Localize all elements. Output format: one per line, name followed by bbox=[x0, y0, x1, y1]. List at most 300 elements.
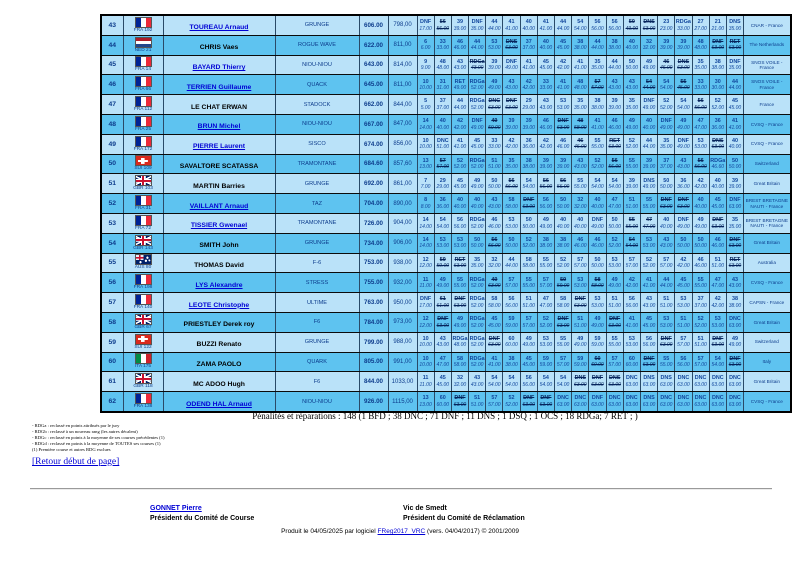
race-place: 53 bbox=[560, 98, 567, 105]
race-score-cell bbox=[486, 233, 503, 253]
race-score-cell bbox=[606, 253, 623, 273]
race-score-cell bbox=[469, 372, 486, 392]
race-points: 35.00 bbox=[470, 25, 484, 32]
race-place: DNF bbox=[471, 19, 483, 26]
footnote-rdga: - RDGa : reclassé en points attribués par le jury bbox=[32, 423, 120, 428]
race-score-cell bbox=[675, 114, 692, 134]
skipper-name[interactable]: TERRIEN Guillaume bbox=[186, 83, 252, 91]
race-points: 63.00 bbox=[711, 342, 725, 349]
rank-cell: 54 bbox=[101, 233, 123, 253]
race-place: 38 bbox=[525, 157, 532, 164]
race-score-cell bbox=[503, 15, 520, 35]
race-place: 39 bbox=[663, 38, 670, 45]
sail-number: FRA 140 bbox=[133, 305, 153, 311]
race-place: 8 bbox=[424, 197, 428, 204]
skipper-name[interactable]: TOUREAU Arnaud bbox=[189, 24, 249, 32]
race-place: RDGa bbox=[469, 296, 485, 303]
race-score-cell bbox=[606, 392, 623, 412]
race-place: DNC bbox=[677, 375, 690, 382]
race-score-cell bbox=[486, 134, 503, 154]
race-score-cell bbox=[417, 15, 434, 35]
race-place: 43 bbox=[663, 236, 670, 243]
race-points: 63.00 bbox=[659, 401, 673, 408]
race-points: 45.00 bbox=[642, 322, 656, 329]
sail-number: GBR 67 bbox=[134, 324, 152, 330]
race-points: 56.00 bbox=[556, 184, 570, 191]
race-place: 43 bbox=[508, 78, 515, 85]
race-points: 39.00 bbox=[556, 164, 570, 171]
boat-name: QUARK bbox=[275, 352, 359, 372]
gross-points: 906,00 bbox=[388, 233, 417, 253]
race-points: 42.00 bbox=[625, 283, 639, 289]
race-points: 44.00 bbox=[488, 25, 501, 32]
skipper-name[interactable]: LYS Alexandre bbox=[195, 281, 243, 289]
skipper-name[interactable]: VAILLANT Arnaud bbox=[189, 202, 249, 210]
race-score-cell bbox=[589, 154, 606, 174]
race-place: 54 bbox=[646, 78, 653, 85]
race-points: 52.00 bbox=[470, 342, 484, 349]
race-points: 52.00 bbox=[591, 164, 604, 171]
flag-cell bbox=[123, 75, 163, 95]
club-country: CVSQ - France bbox=[744, 134, 791, 154]
race-score-cell bbox=[486, 35, 503, 55]
race-points: 39.00 bbox=[453, 25, 467, 32]
race-points: 44.00 bbox=[728, 85, 742, 92]
race-points: 53.00 bbox=[642, 243, 656, 250]
skipper-name[interactable]: PIERRE Laurent bbox=[192, 143, 246, 151]
race-score-cell bbox=[451, 134, 468, 154]
race-points: 54.00 bbox=[505, 381, 518, 388]
race-place: 49 bbox=[491, 78, 498, 85]
race-place: 56 bbox=[611, 19, 618, 26]
race-place: RET bbox=[454, 78, 466, 85]
skipper-cell bbox=[163, 312, 275, 332]
race-score-cell bbox=[623, 35, 640, 55]
race-points: 51.00 bbox=[522, 302, 535, 309]
race-place: RDGa bbox=[469, 157, 485, 164]
race-place: 35 bbox=[594, 58, 601, 65]
race-score-cell bbox=[640, 312, 657, 332]
race-points: 40.00 bbox=[522, 25, 535, 32]
race-points: 52.00 bbox=[505, 401, 518, 408]
race-score-cell bbox=[555, 293, 572, 313]
race-points: 49.00 bbox=[677, 124, 690, 131]
rank-cell: 43 bbox=[101, 15, 123, 35]
race-score-cell bbox=[606, 233, 623, 253]
race-points: 63.00 bbox=[488, 104, 501, 111]
race-points: 39.00 bbox=[608, 104, 621, 111]
race-points: 50.00 bbox=[677, 243, 690, 250]
race-score-cell bbox=[469, 213, 486, 233]
race-place: 33 bbox=[439, 38, 446, 45]
race-points: 39.00 bbox=[625, 184, 639, 191]
race-score-cell bbox=[451, 194, 468, 214]
race-score-cell bbox=[451, 372, 468, 392]
boat-name: TAZ bbox=[275, 194, 359, 214]
race-points: 39.00 bbox=[659, 45, 673, 52]
sail-number: AUS 80 bbox=[134, 265, 152, 271]
skipper-name[interactable]: TISSIER Gwenael bbox=[190, 222, 248, 230]
race-place: 46 bbox=[594, 236, 601, 243]
race-score-cell bbox=[675, 75, 692, 95]
skipper-cell bbox=[163, 372, 275, 392]
race-place: 45 bbox=[456, 177, 463, 184]
race-points: 37.00 bbox=[659, 164, 673, 171]
race-points: 63.00 bbox=[608, 144, 621, 151]
race-place: 55 bbox=[663, 355, 670, 362]
race-points: 39.00 bbox=[539, 164, 553, 171]
race-score-cell bbox=[640, 35, 657, 55]
race-place: 37 bbox=[439, 98, 446, 105]
net-points: 692.00 bbox=[359, 174, 388, 194]
race-score-cell bbox=[726, 35, 743, 55]
table-row bbox=[101, 154, 791, 174]
race-points: 49.00 bbox=[453, 85, 467, 92]
country-flag-icon bbox=[136, 374, 151, 383]
race-place: 40 bbox=[663, 217, 670, 224]
race-points: 54.00 bbox=[574, 25, 587, 32]
race-points: 40.00 bbox=[539, 45, 553, 52]
flag-cell bbox=[123, 352, 163, 372]
race-points: 50.00 bbox=[694, 243, 707, 250]
skipper-name[interactable]: LEOTE Christophe bbox=[188, 301, 250, 309]
skipper-cell bbox=[163, 213, 275, 233]
country-flag-icon bbox=[136, 295, 151, 304]
race-points: 10.00 bbox=[419, 85, 432, 92]
race-score-cell bbox=[623, 293, 640, 313]
race-score-cell bbox=[434, 194, 451, 214]
race-place: 39 bbox=[491, 58, 498, 65]
race-score-cell bbox=[520, 75, 537, 95]
race-points: 63.00 bbox=[659, 342, 673, 349]
race-place: DNF bbox=[609, 316, 621, 323]
race-place: 50 bbox=[525, 217, 532, 224]
race-place: RET bbox=[609, 137, 621, 144]
race-place: 39 bbox=[542, 157, 549, 164]
race-points: 52.00 bbox=[659, 104, 673, 111]
race-score-cell bbox=[572, 15, 589, 35]
race-place: 57 bbox=[680, 335, 687, 342]
race-points: 10.00 bbox=[419, 362, 432, 369]
gross-points: 938,00 bbox=[388, 253, 417, 273]
race-place: 33 bbox=[697, 78, 704, 85]
sail-number: FRA 138 bbox=[133, 404, 153, 410]
race-place: 53 bbox=[697, 137, 704, 144]
race-points: 54.00 bbox=[539, 381, 553, 388]
race-score-cell bbox=[606, 352, 623, 372]
race-points: 63.00 bbox=[642, 401, 656, 408]
race-score-cell bbox=[434, 114, 451, 134]
race-score-cell bbox=[606, 273, 623, 293]
race-points: 49.00 bbox=[505, 65, 518, 72]
net-points: 799.00 bbox=[359, 332, 388, 352]
race-points: 56.00 bbox=[694, 104, 707, 111]
race-score-cell bbox=[434, 312, 451, 332]
sail-number: GBR 118 bbox=[133, 384, 153, 390]
race-points: 44.00 bbox=[556, 25, 570, 32]
club-country: Great Britain bbox=[744, 312, 791, 332]
boat-name: F6 bbox=[275, 372, 359, 392]
club-country: Switzerland bbox=[744, 154, 791, 174]
race-points: 51.00 bbox=[470, 401, 484, 408]
race-place: 60 bbox=[594, 355, 601, 362]
race-points: 43.00 bbox=[470, 381, 484, 388]
race-place: 37 bbox=[525, 38, 532, 45]
race-place: 46 bbox=[714, 236, 721, 243]
net-points: 784.00 bbox=[359, 312, 388, 332]
race-points: 38.00 bbox=[556, 243, 570, 250]
race-score-cell bbox=[537, 352, 554, 372]
race-place: 45 bbox=[646, 316, 653, 323]
flag-cell bbox=[123, 35, 163, 55]
race-score-cell bbox=[726, 233, 743, 253]
race-place: DNF bbox=[591, 217, 604, 224]
race-points: 30.00 bbox=[711, 85, 725, 92]
race-score-cell bbox=[623, 312, 640, 332]
race-points: 41.00 bbox=[505, 25, 518, 32]
race-points: 49.00 bbox=[642, 104, 656, 111]
race-score-cell bbox=[726, 352, 743, 372]
race-points: 53.00 bbox=[608, 263, 621, 270]
race-place: 55 bbox=[646, 197, 653, 204]
gross-points: 811,00 bbox=[388, 35, 417, 55]
race-points: 63.00 bbox=[677, 65, 690, 72]
race-score-cell bbox=[434, 134, 451, 154]
gross-points: 857,60 bbox=[388, 154, 417, 174]
race-place: 52 bbox=[525, 236, 532, 243]
race-place: 50 bbox=[663, 177, 670, 184]
race-points: 51.00 bbox=[677, 322, 690, 329]
sail-number: NED 21 bbox=[134, 47, 152, 53]
race-points: 53.00 bbox=[591, 302, 604, 309]
race-points: 63.00 bbox=[539, 401, 553, 408]
race-score-cell bbox=[417, 392, 434, 412]
boat-name: QUACK bbox=[275, 75, 359, 95]
skipper-cell bbox=[163, 273, 275, 293]
skipper-name[interactable]: ODEND HAL Arnaud bbox=[186, 400, 252, 408]
gross-points: 991,00 bbox=[388, 352, 417, 372]
race-points: 56.00 bbox=[677, 362, 690, 369]
race-place: RET bbox=[729, 256, 741, 263]
race-score-cell bbox=[451, 75, 468, 95]
race-score-cell bbox=[469, 194, 486, 214]
race-score-cell bbox=[726, 293, 743, 313]
race-score-cell bbox=[469, 95, 486, 115]
race-place: 49 bbox=[439, 276, 446, 283]
boat-name: GRUNGE bbox=[275, 233, 359, 253]
boat-name: TRAMONTANE bbox=[275, 213, 359, 233]
race-place: 40 bbox=[474, 197, 481, 204]
gross-points: 814,00 bbox=[388, 55, 417, 75]
club-country: France bbox=[744, 95, 791, 115]
race-place: DNF bbox=[643, 98, 655, 105]
race-points: 37.00 bbox=[522, 45, 535, 52]
rank-cell: 49 bbox=[101, 134, 123, 154]
race-score-cell bbox=[709, 273, 726, 293]
race-place: 45 bbox=[474, 137, 481, 144]
race-place: 58 bbox=[560, 296, 567, 303]
race-points: 32.00 bbox=[453, 381, 467, 388]
race-score-cell bbox=[451, 35, 468, 55]
race-place: 51 bbox=[628, 197, 635, 204]
race-place: 32 bbox=[577, 197, 584, 204]
race-score-cell bbox=[503, 273, 520, 293]
race-place: 45 bbox=[491, 316, 498, 323]
race-place: 45 bbox=[731, 98, 738, 105]
race-score-cell bbox=[572, 213, 589, 233]
boat-name: F6 bbox=[275, 312, 359, 332]
race-place: 56 bbox=[697, 157, 704, 164]
race-score-cell bbox=[623, 55, 640, 75]
race-points: 50.00 bbox=[608, 223, 621, 230]
race-score-cell bbox=[520, 273, 537, 293]
race-place: 27 bbox=[697, 19, 704, 26]
race-score-cell bbox=[692, 293, 709, 313]
race-points: 40.00 bbox=[436, 124, 450, 131]
gross-points: 844,00 bbox=[388, 95, 417, 115]
race-points: 27.00 bbox=[694, 25, 707, 32]
race-score-cell bbox=[606, 35, 623, 55]
race-points: 53.00 bbox=[625, 342, 639, 349]
race-score-cell bbox=[675, 194, 692, 214]
race-score-cell bbox=[692, 75, 709, 95]
race-place: 59 bbox=[508, 316, 515, 323]
country-flag-icon bbox=[136, 176, 151, 185]
race-score-cell bbox=[520, 154, 537, 174]
race-place: 41 bbox=[577, 58, 584, 65]
race-place: 43 bbox=[577, 157, 584, 164]
race-points: 35.00 bbox=[728, 65, 742, 72]
race-score-cell bbox=[606, 293, 623, 313]
race-points: 59.00 bbox=[539, 362, 553, 369]
race-points: 17.00 bbox=[419, 302, 432, 309]
race-place: 42 bbox=[680, 256, 687, 263]
race-score-cell bbox=[417, 312, 434, 332]
race-points: 52.00 bbox=[470, 302, 484, 309]
skipper-name[interactable]: BAYARD Thierry bbox=[192, 63, 246, 71]
race-place: 38 bbox=[542, 236, 549, 243]
race-score-cell bbox=[589, 392, 606, 412]
race-place: 50 bbox=[697, 236, 704, 243]
table-row bbox=[101, 55, 791, 75]
race-score-cell bbox=[520, 213, 537, 233]
race-points: 46.00 bbox=[574, 243, 587, 250]
race-place: 54 bbox=[663, 78, 670, 85]
race-points: 46.00 bbox=[591, 243, 604, 250]
race-place: 46 bbox=[577, 137, 584, 144]
race-score-cell bbox=[520, 293, 537, 313]
race-points: 45.00 bbox=[522, 362, 535, 369]
race-place: 43 bbox=[542, 98, 549, 105]
race-points: 51.00 bbox=[694, 342, 707, 349]
race-place: RET bbox=[729, 38, 741, 45]
race-points: 41.00 bbox=[488, 362, 501, 369]
race-place: 49 bbox=[646, 58, 653, 65]
race-points: 10.00 bbox=[419, 342, 432, 349]
race-score-cell bbox=[520, 233, 537, 253]
race-score-cell bbox=[623, 114, 640, 134]
club-country: CAPSN - France bbox=[744, 293, 791, 313]
race-place: 6 bbox=[424, 38, 428, 45]
race-points: 49.00 bbox=[591, 322, 604, 329]
race-place: 54 bbox=[611, 177, 618, 184]
country-flag-icon bbox=[136, 255, 151, 264]
race-points: 55.00 bbox=[574, 184, 587, 191]
rank-cell: 46 bbox=[101, 75, 123, 95]
race-score-cell bbox=[709, 352, 726, 372]
race-points: 35.00 bbox=[694, 65, 707, 72]
race-score-cell bbox=[709, 134, 726, 154]
race-score-cell bbox=[709, 213, 726, 233]
table-row bbox=[101, 35, 791, 55]
race-place: 45 bbox=[680, 276, 687, 283]
race-points: 58.00 bbox=[574, 124, 587, 131]
race-place: 46 bbox=[560, 137, 567, 144]
race-points: 43.00 bbox=[574, 164, 587, 171]
race-points: 38.00 bbox=[591, 104, 604, 111]
race-points: 47.00 bbox=[436, 362, 450, 369]
race-score-cell bbox=[726, 253, 743, 273]
race-score-cell bbox=[555, 154, 572, 174]
net-points: 805.00 bbox=[359, 352, 388, 372]
race-score-cell bbox=[434, 332, 451, 352]
race-points: 41.00 bbox=[453, 144, 467, 151]
race-committee-president-link[interactable]: GONNET Pierre bbox=[150, 505, 202, 512]
race-score-cell bbox=[640, 154, 657, 174]
race-points: 52.00 bbox=[625, 144, 639, 151]
race-place: 7 bbox=[424, 177, 428, 184]
race-points: 53.00 bbox=[659, 322, 673, 329]
race-score-cell bbox=[726, 15, 743, 35]
race-place: 53 bbox=[680, 296, 687, 303]
race-score-cell bbox=[486, 75, 503, 95]
race-place: 42 bbox=[560, 58, 567, 65]
race-score-cell bbox=[692, 253, 709, 273]
race-points: 55.00 bbox=[591, 144, 604, 151]
software-link[interactable]: FReg2017_VRC bbox=[377, 528, 426, 535]
race-score-cell bbox=[658, 213, 675, 233]
table-row bbox=[101, 233, 791, 253]
race-points: 56.00 bbox=[642, 342, 656, 349]
race-score-cell bbox=[726, 392, 743, 412]
race-place: 43 bbox=[680, 157, 687, 164]
race-score-cell bbox=[537, 253, 554, 273]
race-points: 45.00 bbox=[677, 283, 690, 289]
race-score-cell bbox=[434, 273, 451, 293]
race-points: 36.00 bbox=[677, 184, 690, 191]
race-place: 49 bbox=[680, 118, 687, 125]
club-country: Switzerland bbox=[744, 332, 791, 352]
race-score-cell bbox=[692, 154, 709, 174]
race-score-cell bbox=[537, 194, 554, 214]
race-place: DNC bbox=[608, 395, 621, 402]
race-place: 52 bbox=[560, 256, 567, 263]
race-score-cell bbox=[606, 213, 623, 233]
skipper-name[interactable]: BRUN Michel bbox=[197, 123, 241, 131]
back-to-top-link[interactable]: [Retour début de page] bbox=[32, 457, 120, 467]
race-place: 41 bbox=[508, 19, 515, 26]
race-points: 56.00 bbox=[505, 302, 518, 309]
race-score-cell bbox=[658, 35, 675, 55]
race-place: 57 bbox=[491, 395, 498, 402]
race-score-cell bbox=[726, 95, 743, 115]
race-place: 41 bbox=[594, 118, 601, 125]
race-place: 40 bbox=[525, 19, 532, 26]
race-score-cell bbox=[537, 174, 554, 194]
race-points: 63.00 bbox=[711, 144, 725, 151]
race-score-cell bbox=[623, 332, 640, 352]
race-place: 43 bbox=[611, 78, 618, 85]
